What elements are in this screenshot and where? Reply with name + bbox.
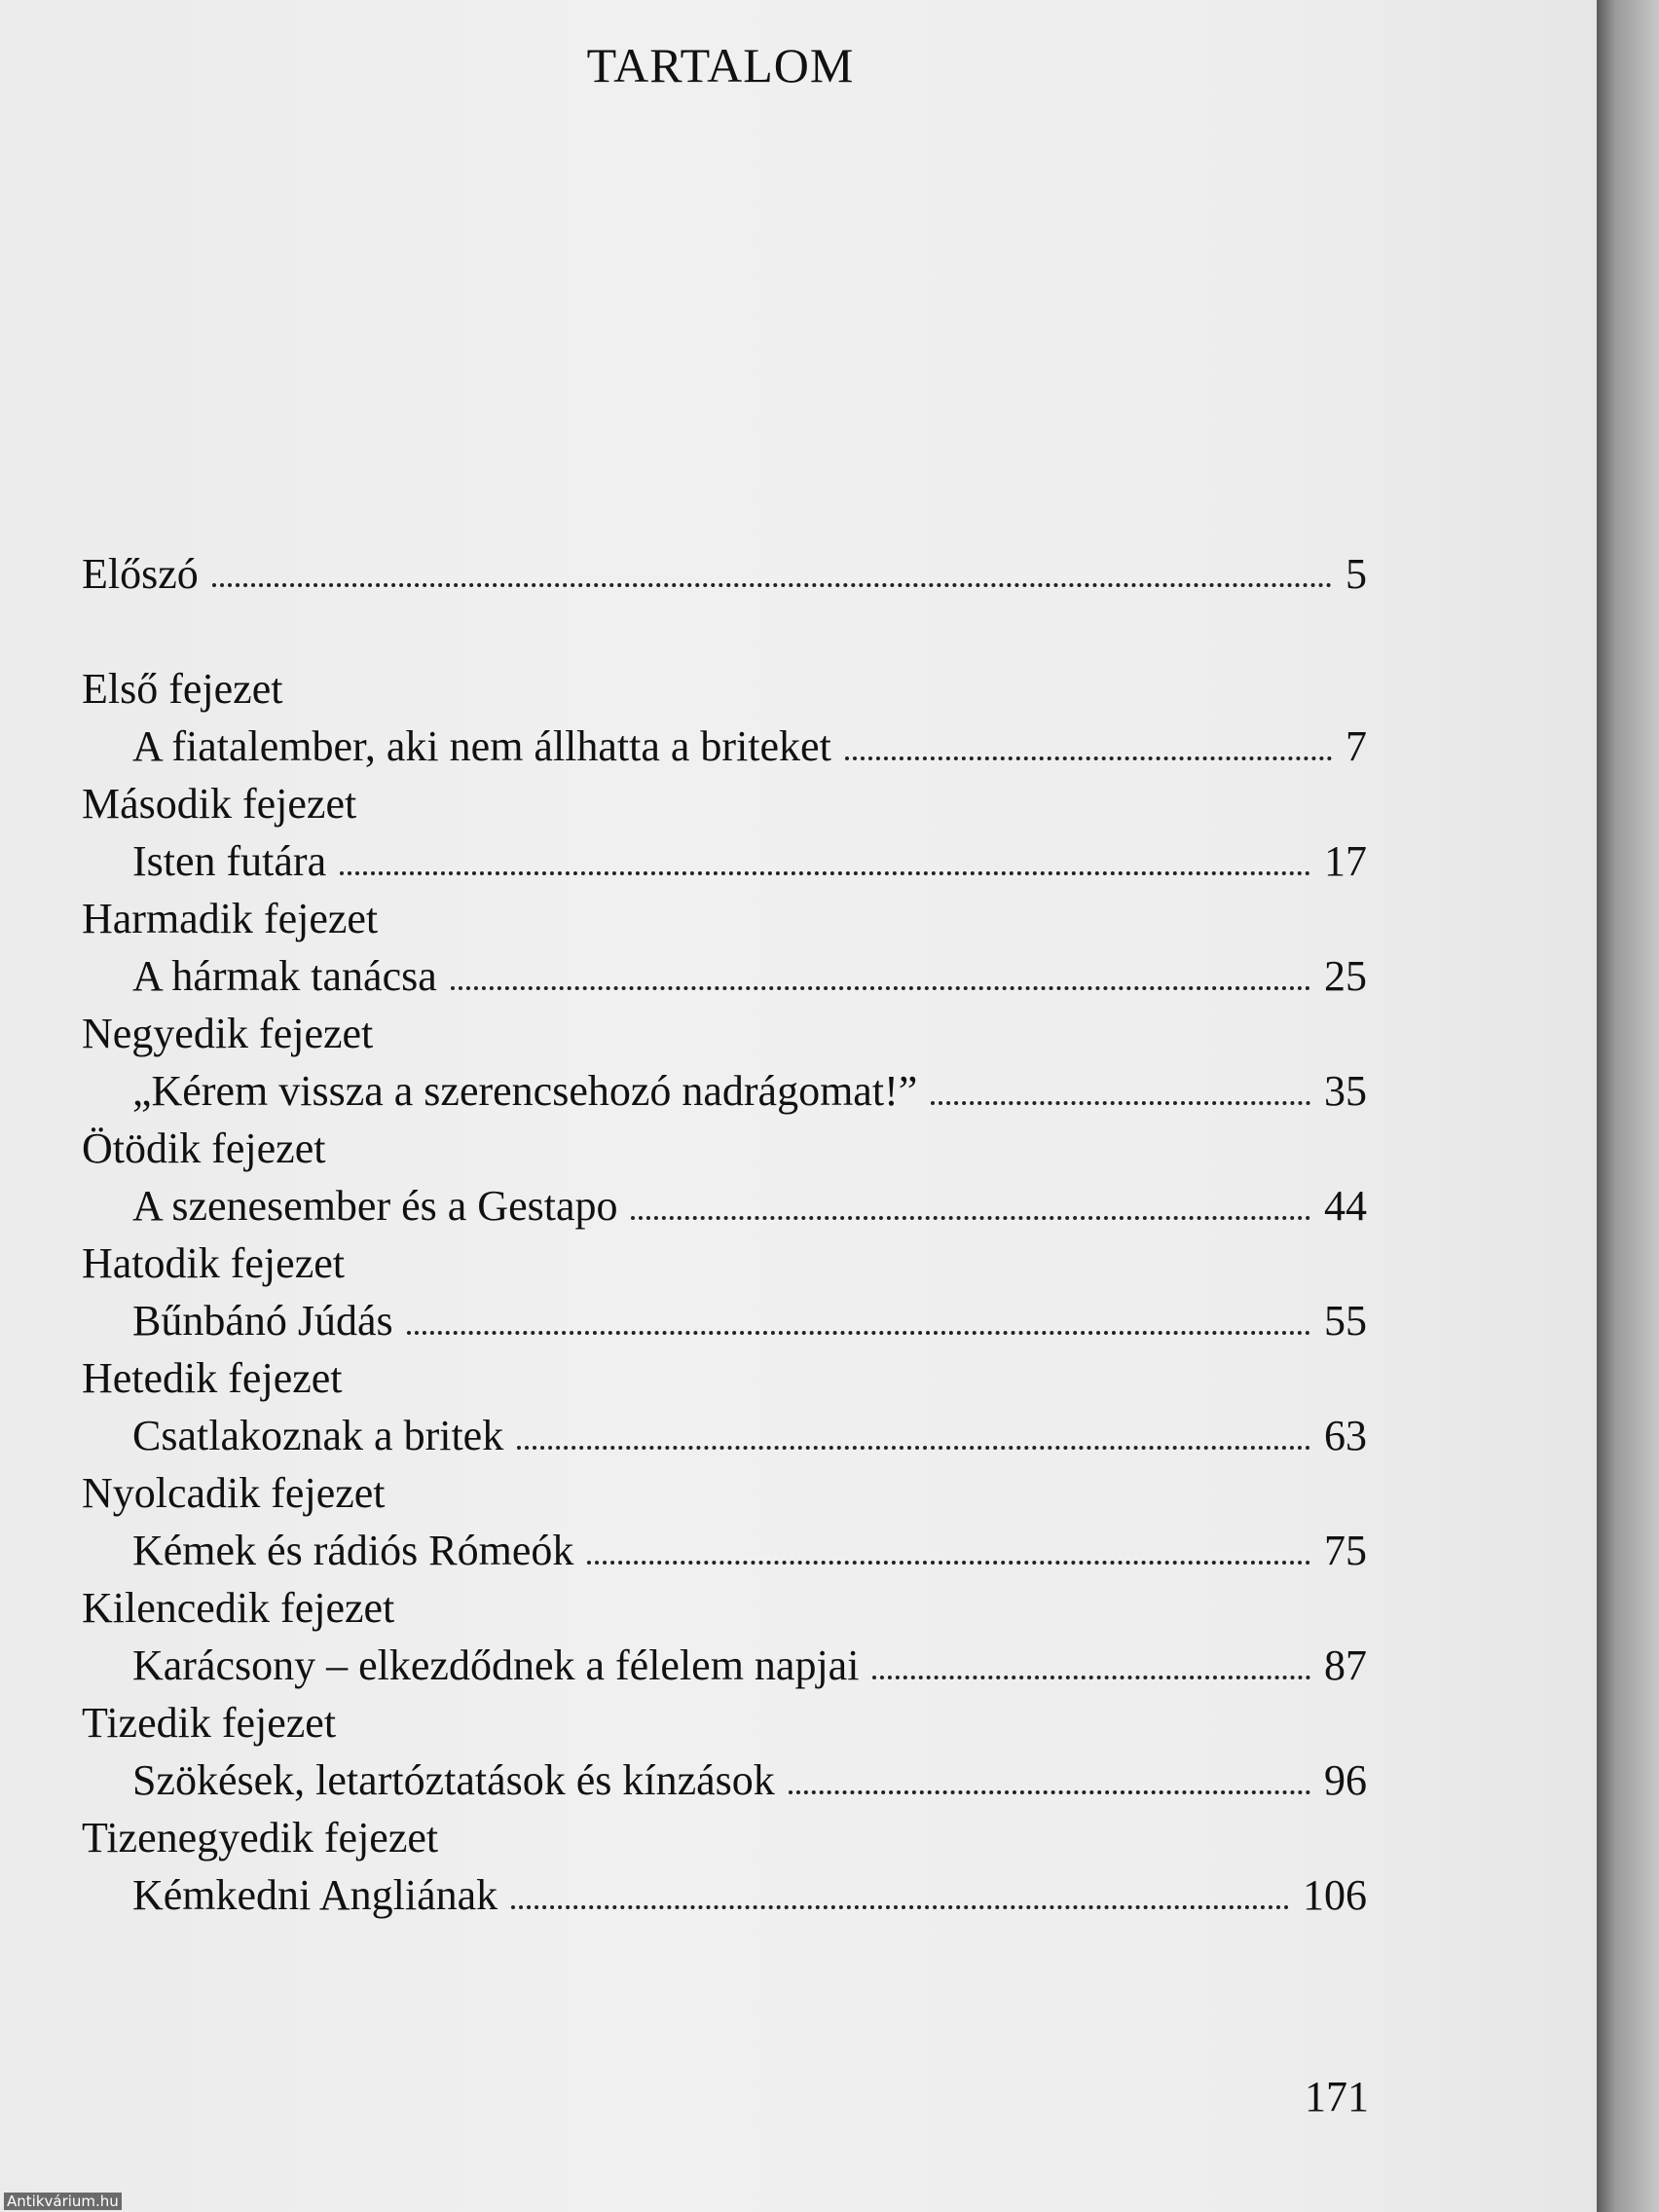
chapter-heading: Tizedik fejezet (82, 1699, 337, 1747)
dot-leader (845, 756, 1332, 760)
chapter-title: Kémkedni Angliának (132, 1871, 498, 1919)
table-of-contents (82, 543, 1367, 1924)
chapter-title: Karácsony – elkezdődnek a félelem napjai (132, 1641, 860, 1689)
chapter-page: 25 (1324, 952, 1367, 1000)
chapter-page: 63 (1324, 1412, 1367, 1459)
chapter-title: A szenesember és a Gestapo (132, 1182, 618, 1230)
watermark: Antikvárium.hu (4, 2193, 122, 2210)
chapter-title: Kémek és rádiós Rómeók (132, 1527, 574, 1574)
dot-leader (587, 1561, 1310, 1565)
chapter-page: 106 (1303, 1871, 1367, 1919)
chapter-5 (82, 1120, 1367, 1235)
chapter-3 (82, 890, 1367, 1005)
chapter-page: 55 (1324, 1297, 1367, 1345)
chapter-8 (82, 1464, 1367, 1579)
chapter-page: 96 (1324, 1756, 1367, 1804)
chapter-heading: Harmadik fejezet (82, 895, 379, 942)
chapter-page: 35 (1324, 1067, 1367, 1115)
chapter-title: Bűnbánó Júdás (132, 1297, 393, 1345)
chapter-heading: Tizenegyedik fejezet (82, 1814, 439, 1862)
chapter-title: A hármak tanácsa (132, 952, 437, 1000)
chapter-title: Szökések, letartóztatások és kínzások (132, 1756, 775, 1804)
chapter-heading: Kilencedik fejezet (82, 1584, 395, 1632)
dot-leader (340, 871, 1310, 875)
chapter-heading: Hetedik fejezet (82, 1354, 343, 1402)
chapter-heading: Negyedik fejezet (82, 1010, 374, 1057)
binding-shadow (1597, 0, 1659, 2212)
chapter-7 (82, 1349, 1367, 1464)
dot-leader (451, 986, 1310, 990)
chapter-title: „Kérem vissza a szerencsehozó nadrágomat!” (132, 1067, 918, 1115)
chapter-page: 75 (1324, 1527, 1367, 1574)
chapter-heading: Hatodik fejezet (82, 1239, 345, 1287)
dot-leader (407, 1331, 1310, 1335)
dot-leader (212, 583, 1332, 587)
chapter-page: 17 (1324, 837, 1367, 885)
chapter-heading: Ötödik fejezet (82, 1124, 326, 1172)
chapter-10 (82, 1694, 1367, 1809)
chapter-2 (82, 775, 1367, 890)
chapter-page: 7 (1346, 722, 1367, 770)
dot-leader (511, 1905, 1289, 1909)
page-title: TARTALOM (586, 38, 855, 92)
chapter-6 (82, 1235, 1367, 1349)
chapter-4 (82, 1005, 1367, 1120)
foreword-page: 5 (1346, 549, 1367, 598)
dot-leader (631, 1216, 1310, 1220)
dot-leader (872, 1676, 1310, 1679)
chapter-title: Isten futára (132, 837, 327, 885)
dot-leader (789, 1790, 1310, 1794)
dot-leader (931, 1101, 1310, 1105)
chapter-1 (82, 660, 1367, 775)
chapter-heading: Második fejezet (82, 780, 357, 828)
foreword-label: Előszó (82, 549, 199, 598)
dot-leader (517, 1446, 1310, 1450)
chapter-page: 44 (1324, 1182, 1367, 1230)
chapter-title: Csatlakoznak a britek (132, 1412, 504, 1459)
toc-entry-foreword (82, 543, 1367, 604)
chapter-heading: Nyolcadik fejezet (82, 1469, 386, 1517)
chapter-title: A fiatalember, aki nem állhatta a britеket (132, 722, 831, 770)
page-number: 171 (1305, 2073, 1369, 2120)
chapter-page: 87 (1324, 1641, 1367, 1689)
chapter-11 (82, 1809, 1367, 1924)
chapter-9 (82, 1579, 1367, 1694)
chapter-heading: Első fejezet (82, 665, 283, 713)
